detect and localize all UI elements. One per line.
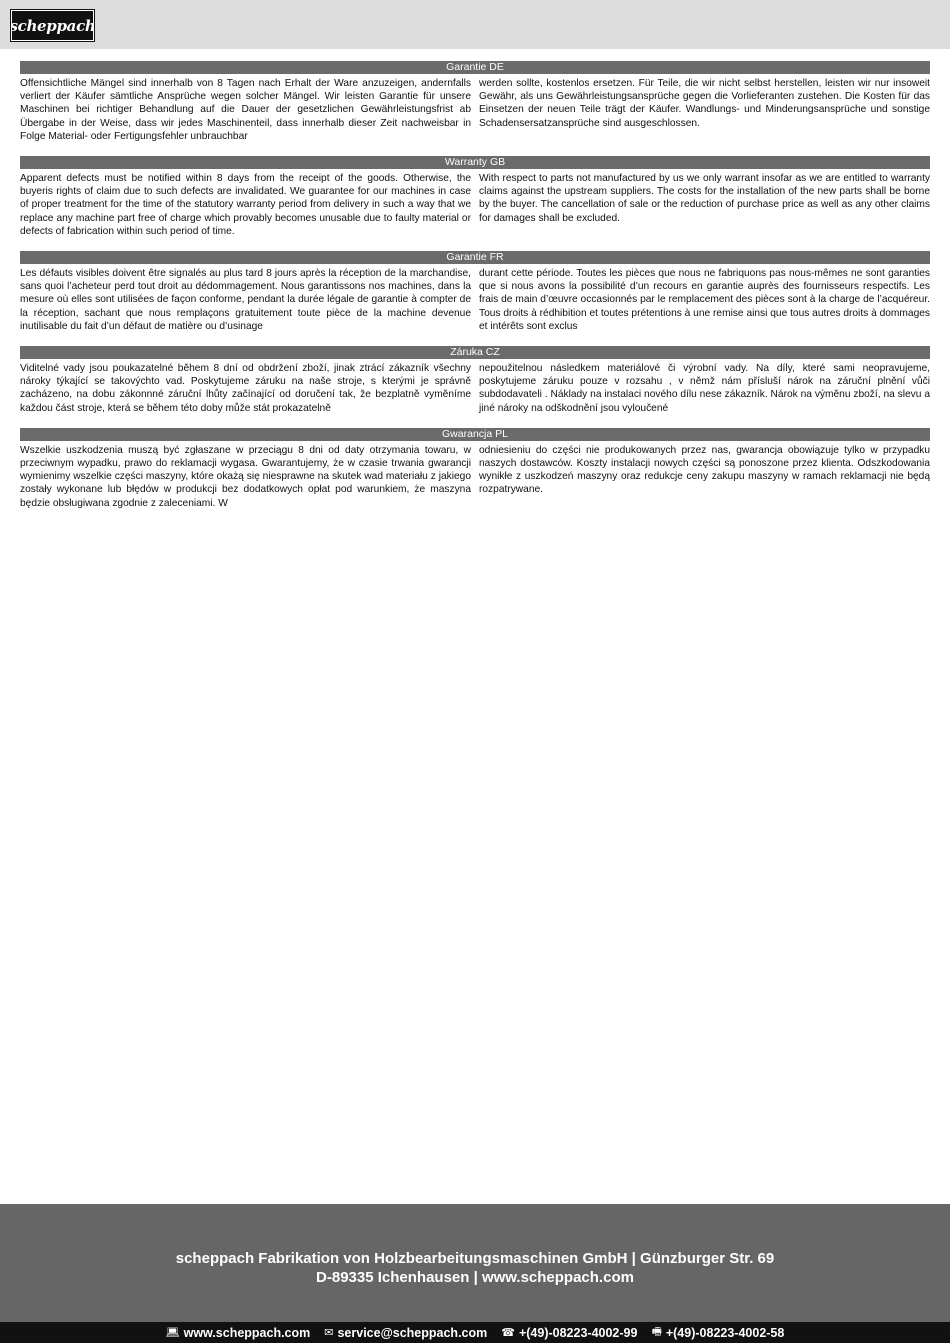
contact-email[interactable]	[324, 1326, 487, 1340]
scheppach-logo	[11, 10, 94, 41]
section-text-left: Apparent defects must be notified within 8 days from the receipt of the goods. Otherwise, the buyeris rights of claim due to such defects are invalidated. We guarantee for our machines in case of proper treatment for the time of the statutory warranty period from delivery in such a way that we replace any machine part free of charge which provably becomes unusable due to faulty material or defects of fabrication within such period of time.	[20, 173, 471, 237]
contact-fax	[651, 1323, 784, 1342]
fax-icon: 🖷︎	[651, 1326, 662, 1338]
section-text-right: werden sollte, kostenlos ersetzen. Für Teile, die wir nicht selbst herstellen, leisten wir nur insoweit Gewähr, als uns Gewährleistungsansprüche gegen die Vorlieferanten zustehen. Die Kosten für das Einsetzen der neuen Teile trägt der Käufer. Wandlungs- und Minderungsansprüche und sonstige Schadensersatzansprüche sind ausgeschlossen.	[479, 78, 930, 129]
company-footer	[0, 1204, 950, 1322]
contact-web[interactable]	[166, 1326, 311, 1340]
computer-icon: 💻︎	[165, 1327, 180, 1339]
phone-number: +(49)-08223-4002-99	[518, 1325, 638, 1340]
section-text-right: durant cette période. Toutes les pièces que nous ne fabriquons pas nous-mêmes ne sont garanties que si nous avons la possibilité d’un recours en garantie auprès des fournisseurs respectifs. Les frais de main d’œuvre occasionnés par le remplacement des pièces sont à la charge de l’acquéreur. Tous droits à rédhibition et toutes prétentions à une remise ainsi que tous autres droits à dommages et intérêts sont exclus	[479, 268, 930, 332]
section-text-right: With respect to parts not manufactured by us we only warrant insofar as we are entitled to warranty claims against the upstream suppliers. The costs for the installation of the new parts shall be borne by the buyer. The cancellation of sale or the reduction of purchase price as well as any other claims for damages shall be excluded.	[479, 173, 930, 224]
section-gwarancja-pl	[20, 428, 930, 510]
section-text-left: Offensichtliche Mängel sind innerhalb von 8 Tagen nach Erhalt der Ware anzuzeigen, andernfalls verliert der Käufer sämtliche Ansprüche wegen solcher Mängel. Wir leisten Garantie für unsere Maschinen bei richtiger Behandlung auf die Dauer der gesetzlichen Gewährleistungsfrist ab Übergabe in der Weise, dass wir jedes Maschinenteil, dass innerhalb dieser Zeit nachweisbar in Folge Material- oder Fertigungsfehler unbrauchbar	[20, 78, 471, 142]
company-address-line2: D-89335 Ichenhausen | www.scheppach.com	[316, 1269, 634, 1286]
logo-text: scheppach	[9, 16, 96, 35]
fax-number: +(49)-08223-4002-58	[665, 1325, 785, 1340]
section-title: Záruka CZ	[20, 346, 930, 359]
section-garantie-fr	[20, 251, 930, 333]
email-link[interactable]: service@scheppach.com	[337, 1325, 488, 1340]
mail-icon: ✉︎	[324, 1327, 334, 1339]
header-bar	[0, 0, 950, 49]
company-address-line1: scheppach Fabrikation von Holzbearbeitungsmaschinen GmbH | Günzburger Str. 69	[175, 1250, 775, 1267]
section-title: Garantie DE	[20, 61, 930, 74]
section-text-left: Les défauts visibles doivent être signalés au plus tard 8 jours après la réception de la marchandise, sans quoi l’acheteur perd tout droit au dédommagement. Nous garantissons nos machines, dans la mesure où elles sont utilisées de façon conforme, pendant la durée légale de garantie à compter de la réception, sachant que nous remplaçons gratuitement toute pièce de la machine devenue inutilisable du fait d’un défaut de matière ou d’usinage	[20, 268, 471, 332]
section-garantie-de	[20, 61, 930, 143]
phone-icon: ☎︎	[501, 1327, 515, 1339]
section-text-left: Wszelkie uszkodzenia muszą być zgłaszane w przeciągu 8 dni od daty otrzymania towaru, w przeciwnym wypadku, prawo do reklamacji wygasa. Gwarantujemy, że w czasie trwania gwarancji wymienimy wszelkie części maszyny, które okażą się niesprawne na skutek wad materiału z jakiego zostały wykonane lub błędów w produkcji bez dodatkowych opłat pod warunkiem, że maszyna będzie obsługiwana zgodnie z zaleceniami. W	[20, 444, 471, 509]
section-text-left: Viditelné vady jsou poukazatelné během 8 dní od obdržení zboží, jinak ztrácí zákazník všechny nároky týkající se takovýchto vad. Poskytujeme záruku na naše stroje, s kterými je správně zacházeno, na dobu zákonnné záruční lhůty začínající od doručení tak, že bezplatně vyměníme každou část stroje, která se během této doby může stát prokazatelně	[20, 363, 471, 414]
section-text-right: nepoužitelnou následkem materiálové či výrobní vady. Na díly, které sami neopravujeme, poskytujeme záruku pouze v rozsahu , v němž nám přísluší nárok na záruční plnění vůči subdodavateli . Náklady na instalaci nového dílu nese zákazník. Nárok na výměnu zboží, na slevu a jiné nároky na odškodnění jsou vyloučené	[479, 363, 930, 414]
section-title: Garantie FR	[20, 251, 930, 264]
section-zaruka-cz	[20, 346, 930, 415]
contact-phone	[501, 1326, 637, 1340]
section-warranty-gb	[20, 156, 930, 238]
warranty-content	[20, 61, 930, 523]
section-title: Gwarancja PL	[20, 428, 930, 441]
website-link[interactable]: www.scheppach.com	[183, 1325, 311, 1340]
section-text-right: odniesieniu do części nie produkowanych przez nas, gwarancja obowiązuje tylko w przypadku naszych dostawców. Koszty instalacji nowych części są ponoszone przez klienta. Odszkodowania wynikłe z uszkodzeń maszyny oraz redukcje ceny zakupu maszyny w ramach reklamacji nie będą rozpatrywane.	[479, 444, 930, 496]
contact-bar	[0, 1322, 950, 1343]
section-title: Warranty GB	[20, 156, 930, 169]
